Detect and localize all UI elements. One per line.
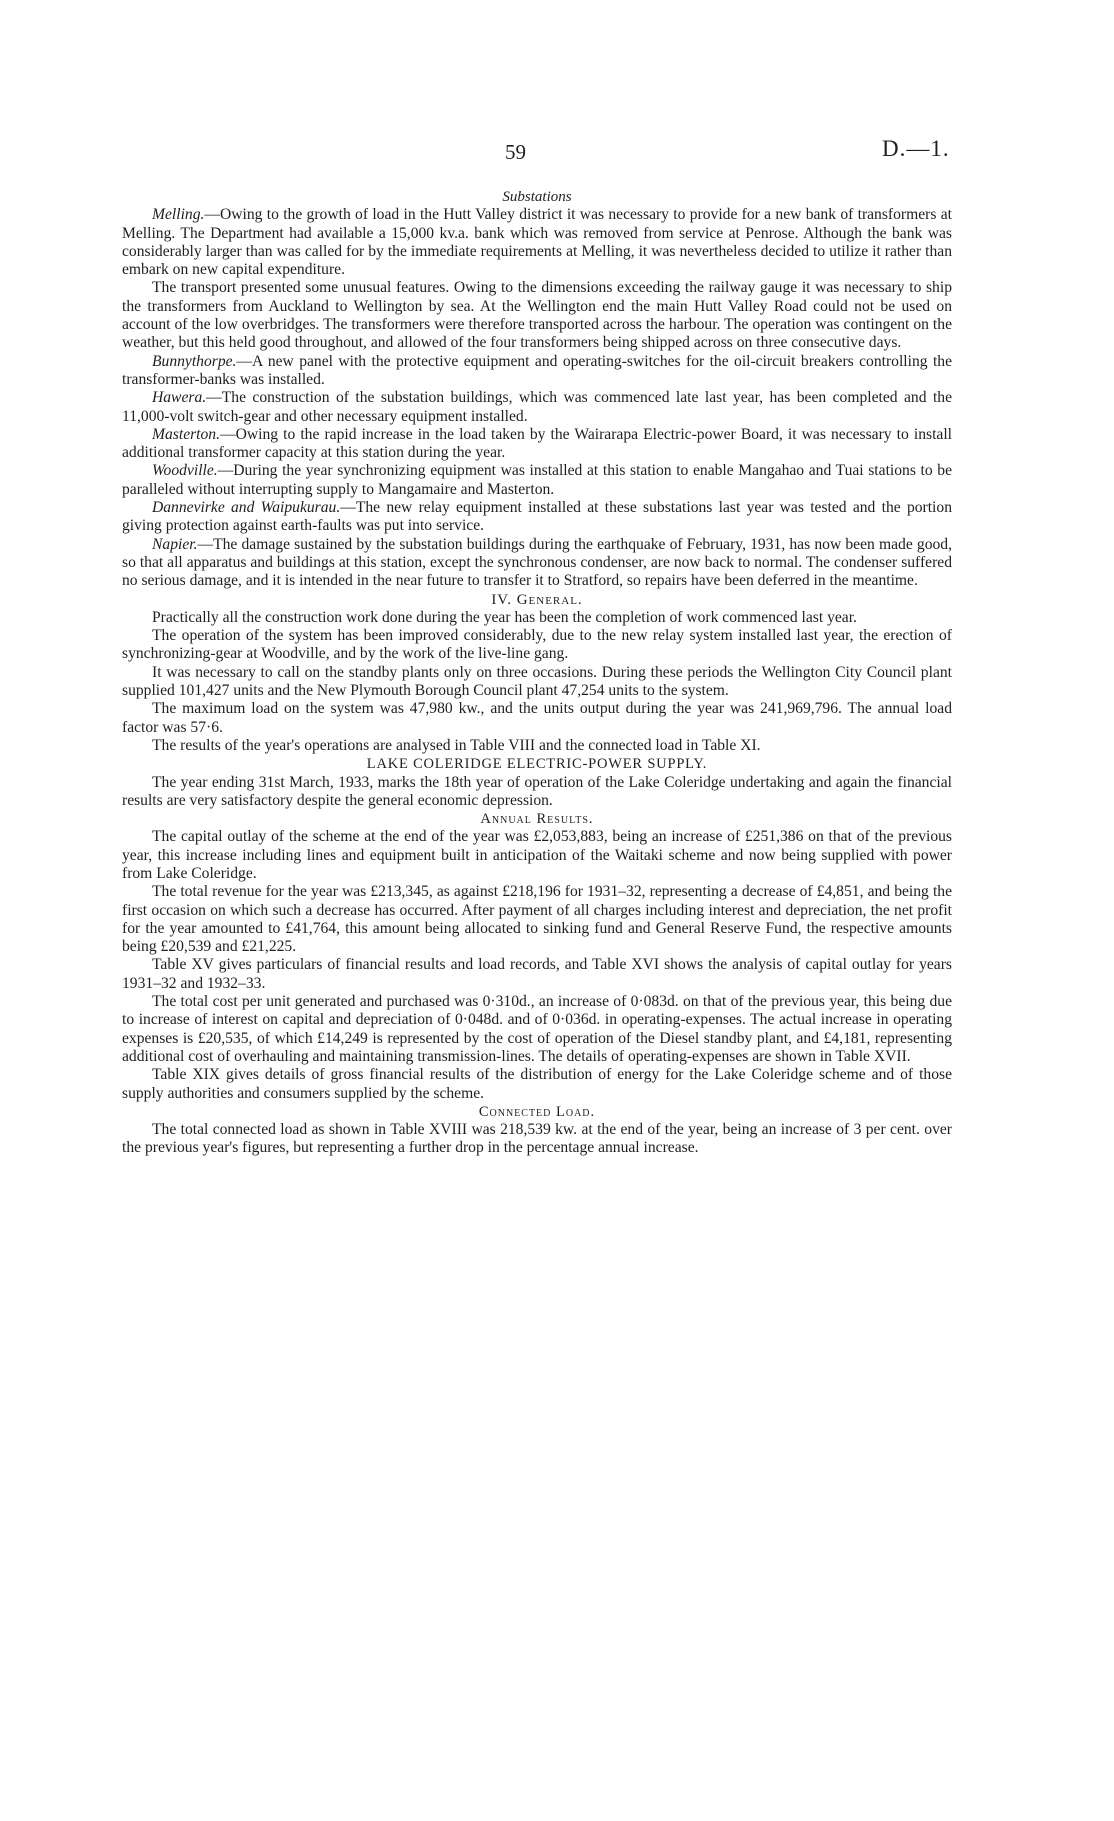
lake-coleridge-intro: The year ending 31st March, 1933, marks the 18th year of operation of the Lake Coleridge undertaking and again the financial results are very satisfactory despite the general economic depression. (122, 773, 952, 809)
substation-woodville (122, 462, 952, 499)
substation-napier (122, 536, 952, 591)
general-paragraph: The maximum load on the system was 47,980 kw., and the units output during the year was 241,969,796. The annual load factor was 57·6. (122, 700, 952, 736)
annual-paragraph: The total cost per unit generated and purchased was 0·310d., an increase of 0·083d. on that of the previous year, this being due to increase of interest on capital and depreciation of 0·048d. and of 0·036d. in operating-expenses. The actual increase in operating expenses is £20,535, of which £14,249 is represented by the cost of operation of the Diesel standby plant, and £4,181, representing additional cost of overhauling and maintaining transmission-lines. The details of operating-expenses are shown in Table XVII. (122, 993, 952, 1065)
station-name: Napier. (152, 535, 198, 553)
substation-transport (122, 279, 952, 352)
paragraph-text: —Owing to the growth of load in the Hutt Valley district it was necessary to provide for a new bank of transformers at Melling. The Department had available a 15,000 kv.a. bank which was removed from service at Penrose. Although the bank was considerably larger than was called for by the immediate requirements at Melling, it was nevertheless decided to utilize it rather than embark on new capital expenditure. (122, 206, 952, 279)
annual-results-heading: Annual Results. (480, 811, 594, 828)
substation-dannevirke (122, 499, 952, 536)
substation-bunnythorpe (122, 353, 952, 390)
annual-paragraph: Table XV gives particulars of financial results and load records, and Table XVI shows the analysis of capital outlay for years 1931–32 and 1932–33. (122, 956, 952, 992)
station-name: Masterton. (152, 425, 221, 443)
general-paragraph: The results of the year's operations are analysed in Table VIII and the connected load in Table XI. (152, 736, 761, 754)
station-name: Hawera. (152, 389, 207, 407)
lake-coleridge-heading: LAKE COLERIDGE ELECTRIC-POWER SUPPLY. (366, 756, 708, 773)
substation-hawera (122, 389, 952, 426)
paragraph-text: —The damage sustained by the substation buildings during the earthquake of February, 1931, has now been made good, so that all apparatus and buildings at this station, except the synchronous condenser, are now back to normal. The condenser suffered no serious damage, and it is intended in the near future to transfer it to Stratford, so repairs have been deferred in the meantime. (122, 535, 952, 590)
station-name: Bunnythorpe. (152, 352, 237, 370)
substation-masterton (122, 426, 952, 463)
paragraph-text: —The construction of the substation buildings, which was commenced late last year, has been completed and the 11,000-volt switch-gear and other necessary equipment installed. (122, 389, 952, 425)
page-number: 59 (505, 140, 526, 164)
general-heading: IV. General. (491, 591, 583, 608)
connected-load-paragraph: The total connected load as shown in Table XVIII was 218,539 kw. at the end of the year, being an increase of 3 per cent. over the previous year's figures, but representing a further drop in the percentage annual increase. (122, 1121, 952, 1157)
connected-load-heading: Connected Load. (478, 1103, 596, 1120)
paragraph-text: —During the year synchronizing equipment was installed at this station to enable Mangahao and Tuai stations to be paralleled without interrupting supply to Mangamaire and Masterton. (122, 462, 952, 498)
substation-melling (122, 206, 952, 279)
general-paragraph: The operation of the system has been improved considerably, due to the new relay system installed last year, the erection of synchronizing-gear at Woodville, and by the work of the live-line gang. (122, 627, 952, 663)
paragraph-text: —A new panel with the protective equipment and operating-switches for the oil-circuit breakers controlling the transformer-banks was installed. (122, 352, 952, 388)
series-reference: D.—1. (882, 136, 950, 161)
annual-paragraph: The total revenue for the year was £213,345, as against £218,196 for 1931–32, representing a decrease of £4,851, and being the first occasion on which such a decrease has occurred. After payment of all charges including interest and depreciation, the net profit for the year amounted to £41,764, this amount being allocated to sinking fund and General Reserve Fund, the respective amounts being £20,539 and £21,225. (122, 883, 952, 956)
substations-heading: Substations (502, 189, 572, 205)
general-paragraph: Practically all the construction work done during the year has been the completion of work commenced last year. (152, 608, 857, 626)
annual-paragraph: The capital outlay of the scheme at the end of the year was £2,053,883, being an increase of £251,386 on that of the previous year, this increase including lines and equipment built in anticipation of the Waitaki scheme and now being supplied with power from Lake Coleridge. (122, 828, 952, 882)
paragraph-text: —Owing to the rapid increase in the load taken by the Wairarapa Electric-power Board, it was necessary to install additional transformer capacity at this station during the year. (122, 425, 952, 462)
general-paragraph: It was necessary to call on the standby plants only on three occasions. During these periods the Wellington City Council plant supplied 101,427 units and the New Plymouth Borough Council plant 47,254 units to the system. (122, 663, 952, 700)
station-name: Dannevirke and Waipukurau. (152, 499, 341, 517)
paragraph-text: The transport presented some unusual features. Owing to the dimensions exceeding the railway gauge it was necessary to ship the transformers from Auckland to Wellington by sea. At the Wellington end the main Hutt Valley Road could not be used on account of the low overbridges. The transformers were therefore transported across the harbour. The operation was contingent on the weather, but this held good throughout, and allowed of the four transformers being shipped across on three consecutive days. (122, 279, 952, 352)
document-body (122, 188, 952, 1158)
annual-paragraph: Table XIX gives details of gross financial results of the distribution of energy for the Lake Coleridge scheme and of those supply authorities and consumers supplied by the scheme. (122, 1066, 952, 1102)
station-name: Melling. (152, 206, 205, 224)
paragraph-text: —The new relay equipment installed at these substations last year was tested and the portion giving protection against earth-faults was put into service. (122, 499, 952, 535)
station-name: Woodville. (152, 462, 218, 480)
